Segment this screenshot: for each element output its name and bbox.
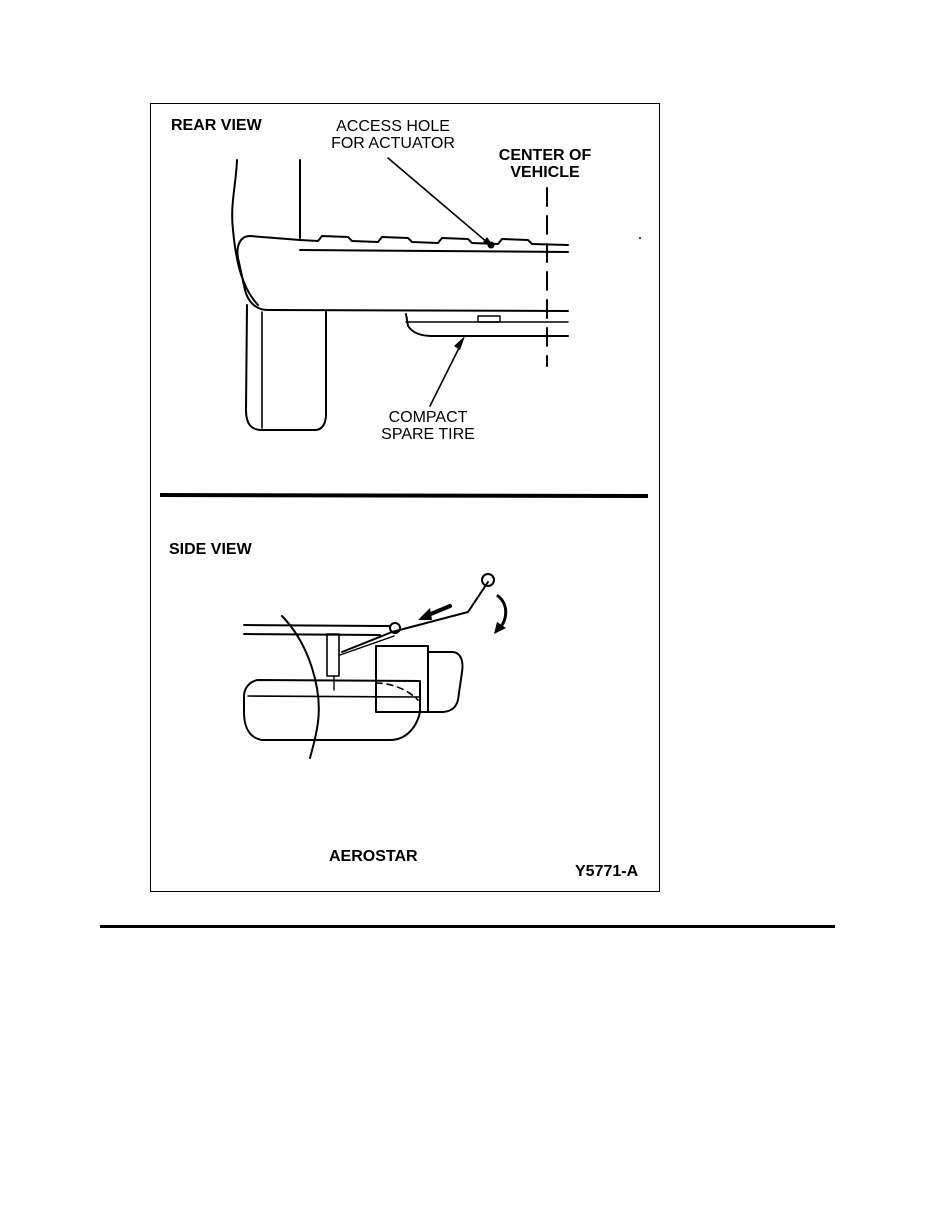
rear-view-title: REAR VIEW bbox=[171, 117, 262, 134]
side-view-title: SIDE VIEW bbox=[169, 541, 252, 558]
compact-spare-label bbox=[368, 410, 488, 444]
access-hole-label-line2: FOR ACTUATOR bbox=[331, 134, 455, 152]
center-of-vehicle-line1: CENTER OF bbox=[498, 147, 592, 164]
access-hole-label-line1: ACCESS HOLE bbox=[336, 118, 450, 135]
access-hole-label bbox=[318, 119, 468, 153]
compact-spare-line2: SPARE TIRE bbox=[381, 425, 475, 443]
center-of-vehicle-label bbox=[486, 148, 604, 182]
page-divider-rule bbox=[100, 925, 835, 928]
figure-code: Y5771-A bbox=[575, 863, 639, 880]
compact-spare-line1: COMPACT bbox=[388, 409, 468, 426]
center-of-vehicle-line2: VEHICLE bbox=[510, 163, 580, 181]
model-label: AEROSTAR bbox=[329, 848, 418, 865]
figure-frame bbox=[150, 103, 660, 892]
